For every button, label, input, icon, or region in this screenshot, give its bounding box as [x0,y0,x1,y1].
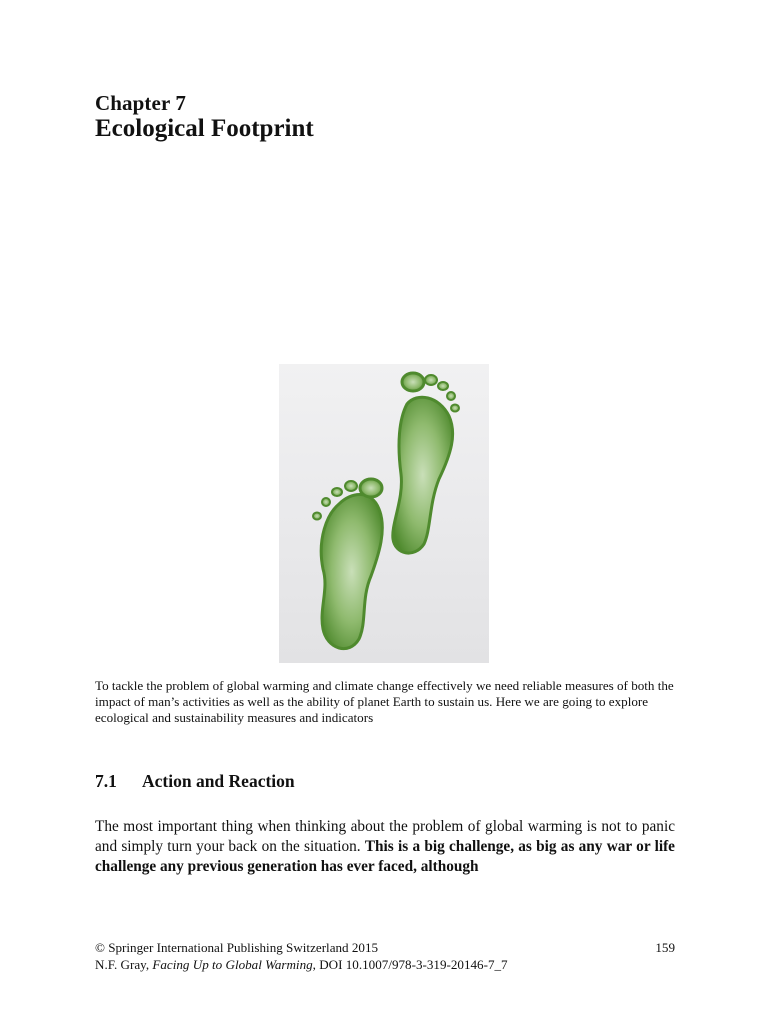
section-title: Action and Reaction [142,771,295,791]
footprints-figure [279,364,489,663]
right-footprint [393,373,459,553]
footer-book-title: Facing Up to Global Warming [152,957,313,972]
body-paragraph [95,817,675,877]
page-number: 159 [655,940,675,955]
page-footer [95,939,675,973]
footprints-illustration [279,364,489,663]
footer-doi: , DOI 10.1007/978-3-319-20146-7_7 [312,957,508,972]
copyright-notice: © Springer International Publishing Switzerland 2015 [95,940,379,955]
body-text-plain: The most important thing when thinking about the problem of global warming is not to panic and simply turn your back on the situation. [95,818,675,855]
section-heading [95,771,295,792]
chapter-label: Chapter 7 [95,91,186,115]
section-number: 7.1 [95,771,117,791]
left-footprint [313,479,382,649]
body-text-bold: This is a big challenge, as big as any war or life challenge any previous generation has ever faced, although [95,838,675,875]
chapter-abstract: To tackle the problem of global warming and climate change effectively we need reliable measures of both the impact of man’s activities as well as the ability of planet Earth to sustain us. Here we are going to explore ecological and sustainability measures and indicators [95,678,674,725]
footer-author: N.F. Gray, [95,957,153,972]
chapter-title: Ecological Footprint [95,115,314,142]
